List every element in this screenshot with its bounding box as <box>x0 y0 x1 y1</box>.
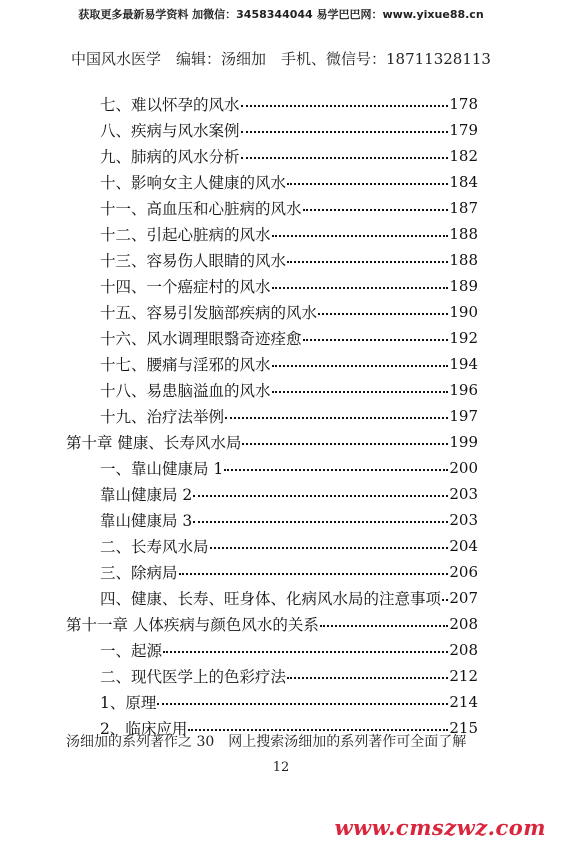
toc-leader-dots <box>241 105 449 107</box>
toc-entry-title: 一、起源 <box>100 642 163 660</box>
toc-entry-page: 192 <box>449 329 478 347</box>
toc-entry-title: 靠山健康局 3 <box>100 512 193 530</box>
toc-entry-page: 203 <box>449 485 478 503</box>
site-watermark: www.cmszwz.com <box>334 815 546 840</box>
toc-leader-dots <box>287 677 448 679</box>
toc-entry-title: 十二、引起心脏病的风水 <box>100 226 271 244</box>
toc-entry-page: 184 <box>449 173 478 191</box>
toc-entry-page: 212 <box>449 667 478 685</box>
toc-entry[interactable] <box>100 483 478 505</box>
toc-entry[interactable] <box>100 93 478 115</box>
toc-entry[interactable] <box>100 119 478 141</box>
toc-leader-dots <box>163 651 448 653</box>
toc-leader-dots <box>320 625 448 627</box>
toc-entry-title: 八、疾病与风水案例 <box>100 122 240 140</box>
toc-entry-title: 七、难以怀孕的风水 <box>100 96 240 114</box>
toc-entry[interactable] <box>100 509 478 531</box>
toc-entry[interactable] <box>100 249 478 271</box>
toc-entry-page: 214 <box>449 693 478 711</box>
toc-entry-page: 208 <box>449 641 478 659</box>
toc-entry[interactable] <box>100 639 478 661</box>
toc-entry-title: 十、影响女主人健康的风水 <box>100 174 287 192</box>
toc-leader-dots <box>193 521 448 523</box>
toc-leader-dots <box>272 235 449 237</box>
toc-entry-page: 190 <box>449 303 478 321</box>
toc-entry-title: 九、肺病的风水分析 <box>100 148 240 166</box>
toc-entry-page: 178 <box>449 95 478 113</box>
toc-leader-dots <box>210 547 449 549</box>
toc-entry-page: 207 <box>449 589 478 607</box>
toc-entry-title: 十六、风水调理眼翳奇迹痊愈 <box>100 330 302 348</box>
toc-chapter[interactable] <box>66 431 478 453</box>
toc-entry-page: 197 <box>449 407 478 425</box>
toc-entry-title: 1、原理 <box>100 694 157 712</box>
toc-leader-dots <box>272 391 449 393</box>
toc-entry[interactable] <box>100 587 478 609</box>
toc-leader-dots <box>241 131 449 133</box>
toc-entry-title: 十九、治疗法举例 <box>100 408 225 426</box>
toc-leader-dots <box>224 469 448 471</box>
toc-entry-title: 十三、容易伤人眼睛的风水 <box>100 252 287 270</box>
toc-leader-dots <box>442 599 448 601</box>
toc-leader-dots <box>157 703 448 705</box>
toc-leader-dots <box>303 339 449 341</box>
toc-entry-page: 206 <box>449 563 478 581</box>
toc-leader-dots <box>287 183 448 185</box>
toc-entry-page: 188 <box>449 225 478 243</box>
toc-entry[interactable] <box>100 171 478 193</box>
toc-entry-page: 194 <box>449 355 478 373</box>
toc-entry-page: 204 <box>449 537 478 555</box>
toc-entry-title: 十五、容易引发脑部疾病的风水 <box>100 304 318 322</box>
toc-entry[interactable] <box>100 301 478 323</box>
toc-entry[interactable] <box>100 353 478 375</box>
toc-entry[interactable] <box>100 561 478 583</box>
toc-entry-title: 第十一章 人体疾病与颜色风水的关系 <box>66 616 319 634</box>
running-header: 中国风水医学 编辑：汤细加 手机、微信号：18711328113 <box>71 50 491 68</box>
toc-entry[interactable] <box>100 665 478 687</box>
toc-leader-dots <box>272 365 449 367</box>
toc-entry[interactable] <box>100 405 478 427</box>
toc-chapter[interactable] <box>66 613 478 635</box>
toc-leader-dots <box>242 443 448 445</box>
toc-entry[interactable] <box>100 535 478 557</box>
toc-entry-title: 靠山健康局 2 <box>100 486 193 504</box>
toc-entry-page: 208 <box>449 615 478 633</box>
toc-leader-dots <box>225 417 448 419</box>
toc-entry-title: 三、除病局 <box>100 564 178 582</box>
toc-entry-page: 179 <box>449 121 478 139</box>
toc-entry[interactable] <box>100 275 478 297</box>
footer-note: 汤细加的系列著作之 30 网上搜索汤细加的系列著作可全面了解 <box>66 734 467 750</box>
toc-entry-title: 十一、高血压和心脏病的风水 <box>100 200 302 218</box>
toc-leader-dots <box>303 209 449 211</box>
toc-leader-dots <box>179 573 449 575</box>
toc-leader-dots <box>193 495 448 497</box>
toc-leader-dots <box>318 313 448 315</box>
toc-entry-title: 一、靠山健康局 1 <box>100 460 224 478</box>
page-number: 12 <box>272 760 290 775</box>
toc-entry-page: 215 <box>449 719 478 737</box>
toc-entry-title: 二、现代医学上的色彩疗法 <box>100 668 287 686</box>
toc-leader-dots <box>287 261 448 263</box>
toc-entry[interactable] <box>100 691 478 713</box>
toc-entry-page: 187 <box>449 199 478 217</box>
toc-entry[interactable] <box>100 197 478 219</box>
toc-entry-title: 十四、一个癌症村的风水 <box>100 278 271 296</box>
toc-entry-page: 182 <box>449 147 478 165</box>
toc-entry-title: 第十章 健康、长寿风水局 <box>66 434 242 452</box>
toc-entry-title: 十八、易患脑溢血的风水 <box>100 382 271 400</box>
toc-entry[interactable] <box>100 457 478 479</box>
toc-entry-page: 203 <box>449 511 478 529</box>
toc-entry-page: 196 <box>449 381 478 399</box>
top-banner: 获取更多最新易学资料 加微信：3458344044 易学巴巴网：www.yixue88.cn <box>78 8 484 21</box>
toc-entry-page: 188 <box>449 251 478 269</box>
toc-entry[interactable] <box>100 145 478 167</box>
toc-leader-dots <box>272 287 449 289</box>
toc-entry[interactable] <box>100 379 478 401</box>
toc-entry-title: 二、长寿风水局 <box>100 538 209 556</box>
toc-entry-title: 十七、腰痛与淫邪的风水 <box>100 356 271 374</box>
toc-entry-page: 189 <box>449 277 478 295</box>
toc-entry-title: 2、临床应用 <box>100 720 188 738</box>
toc-entry-page: 200 <box>449 459 478 477</box>
toc-entry-page: 199 <box>449 433 478 451</box>
toc-leader-dots <box>241 157 449 159</box>
toc-entry-title: 四、健康、长寿、旺身体、化病风水局的注意事项 <box>100 590 442 608</box>
toc-entry[interactable] <box>100 223 478 245</box>
toc-entry[interactable] <box>100 327 478 349</box>
